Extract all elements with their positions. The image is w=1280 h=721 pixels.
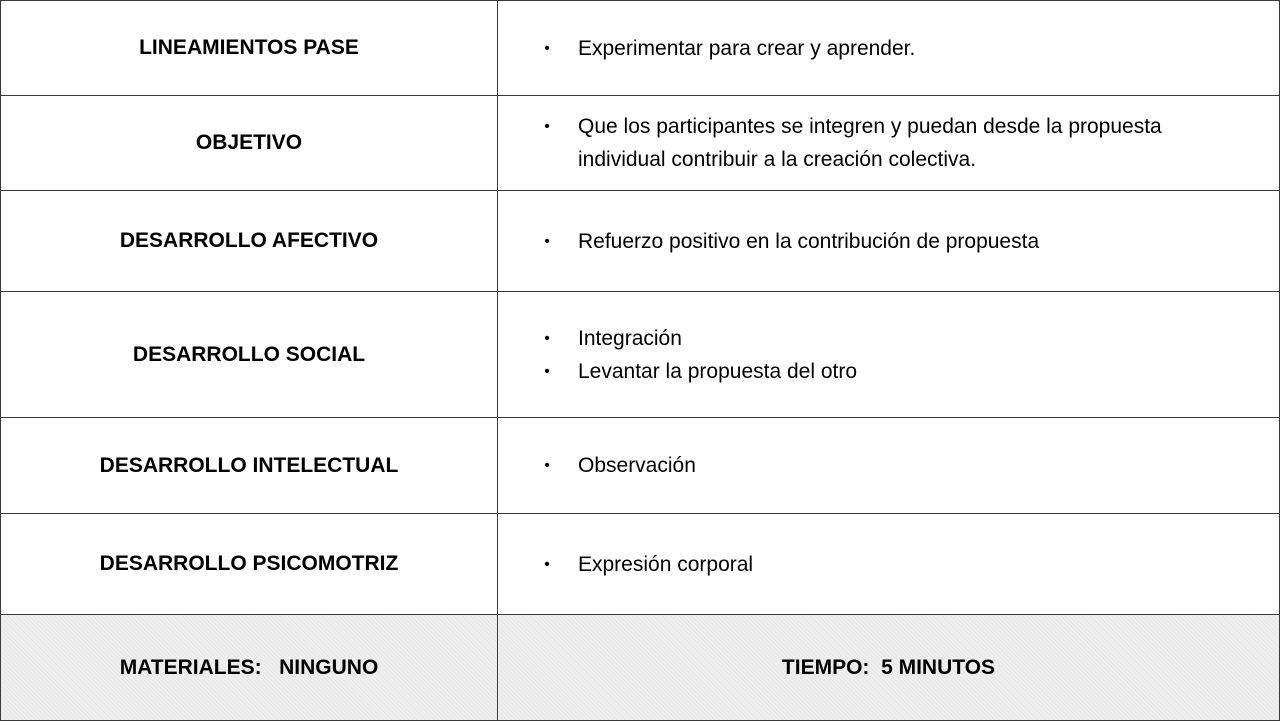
bullet-icon: •: [544, 329, 550, 347]
bullet-item: [544, 32, 1249, 65]
bullet-list: [498, 548, 1279, 581]
bullet-icon: •: [544, 555, 550, 573]
row-label: LINEAMIENTOS PASE: [1, 1, 498, 96]
bullet-icon: •: [544, 362, 550, 380]
bullet-icon: •: [544, 457, 550, 474]
row-label: OBJETIVO: [1, 96, 498, 191]
bullet-text: Refuerzo positivo en la contribución de propuesta: [578, 229, 1040, 253]
bullet-text: Levantar la propuesta del otro: [578, 359, 858, 383]
bullet-icon: •: [544, 118, 550, 135]
row-lineamientos: [1, 1, 1280, 96]
footer-row: [1, 615, 1280, 721]
bullet-item: [544, 548, 1249, 581]
row-label: DESARROLLO AFECTIVO: [1, 191, 498, 292]
row-content: [498, 1, 1280, 96]
bullet-item: [544, 110, 1249, 176]
row-label: DESARROLLO PSICOMOTRIZ: [1, 514, 498, 615]
bullet-list: [498, 32, 1279, 65]
bullet-icon: •: [544, 232, 550, 250]
row-afectivo: [1, 191, 1280, 292]
bullet-text: Observación: [578, 454, 696, 477]
row-label: DESARROLLO INTELECTUAL: [1, 418, 498, 514]
bullet-list: [498, 322, 1279, 388]
time-label: TIEMPO: 5 MINUTOS: [498, 615, 1280, 721]
bullet-list: [498, 449, 1279, 482]
bullet-list: [498, 110, 1279, 176]
row-content: [498, 191, 1280, 292]
materials-label: MATERIALES: NINGUNO: [1, 615, 498, 721]
bullet-item: [544, 449, 1249, 482]
row-psicomotriz: [1, 514, 1280, 615]
bullet-item: [544, 322, 1249, 355]
row-content: [498, 418, 1280, 514]
bullet-list: [498, 225, 1279, 258]
bullet-text: Expresión corporal: [578, 552, 754, 576]
row-social: [1, 292, 1280, 418]
bullet-item: [544, 355, 1249, 388]
bullet-text: Que los participantes se integren y puedan desde la propuesta individual contribuir a la creación colectiva.: [578, 115, 1162, 171]
row-label: DESARROLLO SOCIAL: [1, 292, 498, 418]
row-content: [498, 514, 1280, 615]
bullet-text: Integración: [578, 326, 682, 350]
row-intelectual: [1, 418, 1280, 514]
row-content: [498, 96, 1280, 191]
row-content: [498, 292, 1280, 418]
row-objetivo: [1, 96, 1280, 191]
bullet-text: Experimentar para crear y aprender.: [578, 36, 916, 60]
bullet-item: [544, 225, 1249, 258]
bullet-icon: •: [544, 39, 550, 57]
